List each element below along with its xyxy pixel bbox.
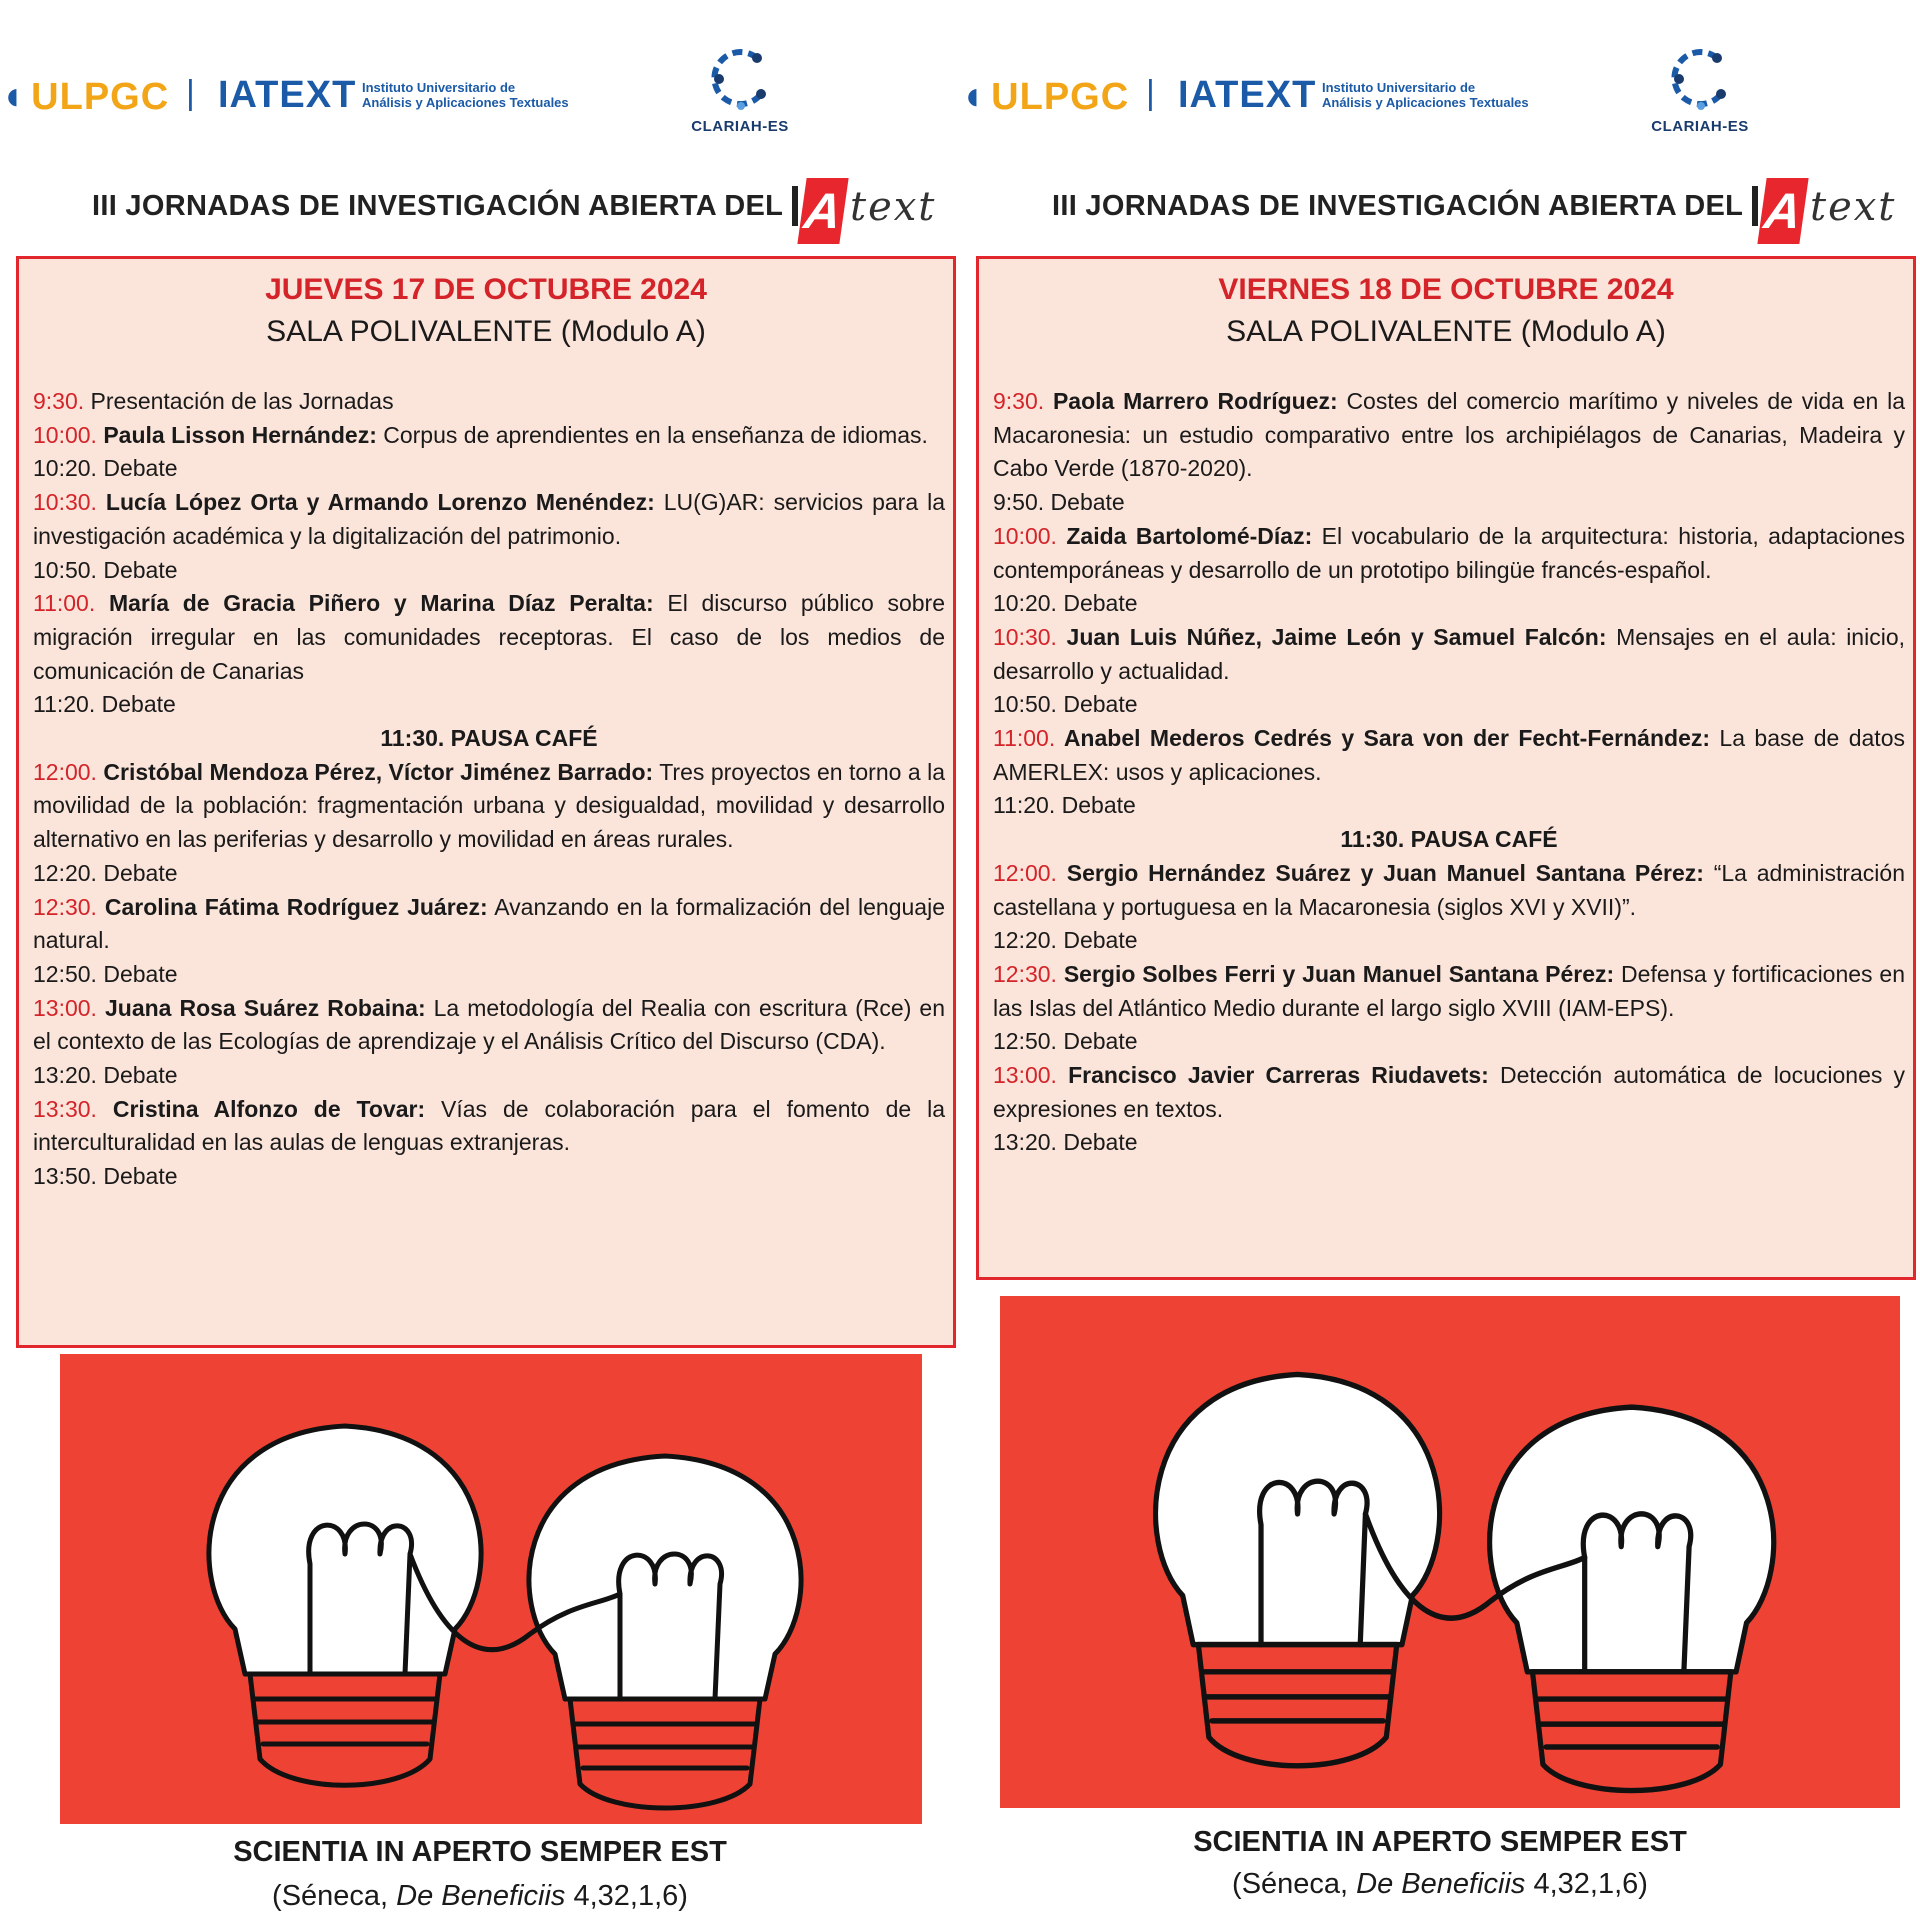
schedule-room: SALA POLIVALENTE (Modulo A) — [266, 315, 706, 348]
entry-title: Costes del comercio marítimo y niveles de vida en la Macaronesia: un estudio comparativo entre los archipiélagos de Canarias, Madeira y Cabo Verde (1870-2020). — [993, 388, 1905, 482]
entry-title: Avanzando en la formalización del lenguaje natural. — [33, 893, 945, 954]
debate-slot: 12:50. Debate — [993, 1028, 1138, 1055]
entry-title: Detección automática de locuciones y expresiones en textos. — [993, 1062, 1905, 1122]
logo-bar — [0, 30, 960, 150]
entry-time: 11:00. — [993, 725, 1056, 752]
debate-slot: 11:20. Debate — [33, 691, 176, 718]
entry-time: 10:00. — [993, 522, 1057, 549]
debate-slot: 10:50. Debate — [993, 691, 1138, 718]
entry-time: 13:00. — [33, 994, 97, 1021]
entry-time: 13:00. — [993, 1062, 1057, 1089]
wordmark-letter: A — [797, 178, 848, 244]
entry-time: 12:00. — [993, 859, 1057, 886]
schedule-entry — [33, 385, 945, 419]
entry-speakers: Paula Lisson Hernández: — [96, 421, 377, 448]
entry-speakers: Anabel Mederos Cedrés y Sara von der Fecht-Fernández: — [1055, 725, 1711, 752]
lightbulbs-illustration — [1000, 1296, 1900, 1808]
entry-time: 9:30. — [33, 388, 85, 414]
logo-separator: | — [186, 74, 195, 112]
wordmark-letter: A — [1757, 178, 1808, 244]
entry-time: 10:00. — [33, 421, 97, 448]
logo-bar — [960, 30, 1920, 150]
schedule-entry — [993, 520, 1905, 587]
entry-title: “La administración castellana y portuguesa en la Macaronesia (siglos XVI y XVII)”. — [993, 859, 1905, 920]
clariah-logo: CLARIAH-ES — [1640, 44, 1760, 154]
schedule-entry — [993, 385, 1905, 486]
event-title: III JORNADAS DE INVESTIGACIÓN ABIERTA DEL — [1052, 190, 1744, 222]
entry-title: LU(G)AR: servicios para la investigación académica y la digitalización del patrimonio. — [33, 489, 945, 549]
schedule-entry — [993, 621, 1905, 688]
debate-slot: 13:50. Debate — [33, 1163, 178, 1190]
entry-speakers: Sergio Hernández Suárez y Juan Manuel Santana Pérez: — [1056, 859, 1704, 886]
institute-name: Instituto Universitario de Análisis y Aplicaciones Textuales — [1322, 80, 1529, 110]
entry-speakers: Lucía López Orta y Armando Lorenzo Menéndez: — [96, 489, 655, 516]
coffee-break: 11:30. PAUSA CAFÉ — [380, 725, 598, 752]
entry-time: 12:30. — [993, 960, 1057, 987]
schedule-room: SALA POLIVALENTE (Modulo A) — [1226, 315, 1666, 348]
debate-slot: 12:20. Debate — [993, 927, 1138, 954]
entry-speakers: María de Gracia Piñero y Marina Díaz Peralta: — [95, 590, 654, 617]
coffee-break: 11:30. PAUSA CAFÉ — [1340, 826, 1558, 853]
entry-time: 11:00. — [33, 590, 96, 617]
entry-title: Corpus de aprendientes en la enseñanza de idiomas. — [376, 421, 928, 448]
clariah-ring-icon — [705, 44, 775, 114]
schedule-entry — [33, 419, 945, 453]
entry-time: 12:30. — [33, 893, 97, 920]
debate-slot: 9:50. Debate — [993, 489, 1125, 516]
schedule-entry — [33, 891, 945, 958]
entry-speakers: Francisco Javier Carreras Riudavets: — [1056, 1062, 1489, 1089]
schedule-entry — [33, 486, 945, 553]
event-title: III JORNADAS DE INVESTIGACIÓN ABIERTA DEL — [92, 190, 784, 222]
entry-speakers: Paola Marrero Rodríguez: — [1044, 388, 1338, 414]
motto: SCIENTIA IN APERTO SEMPER EST — [233, 1836, 727, 1868]
entry-time: 10:30. — [993, 623, 1057, 650]
clariah-ring-icon — [1665, 44, 1735, 114]
wordmark-word: text — [1810, 184, 1897, 230]
schedule-box — [16, 256, 956, 1348]
ulpgc-mark-icon: ◖ — [960, 74, 986, 118]
schedule-list — [33, 385, 945, 1194]
schedule-entry — [33, 992, 945, 1059]
connected-lightbulbs-icon — [60, 1354, 922, 1824]
lightbulbs-illustration — [60, 1354, 922, 1824]
ulpgc-logo: ◖ ULPGC — [0, 74, 170, 118]
schedule-entry — [993, 722, 1905, 789]
entry-title: La metodología del Realia con escritura (Rce) en el contexto de las Ecologías de aprendizaje y el Análisis Crítico del Discurso (CDA). — [33, 994, 945, 1055]
clariah-logo: CLARIAH-ES — [680, 44, 800, 154]
entry-speakers: Cristóbal Mendoza Pérez, Víctor Jiménez Barrado: — [96, 758, 654, 785]
iatext-logo: IATEXT — [218, 74, 357, 116]
schedule-entry — [993, 958, 1905, 1025]
entry-title: Defensa y fortificaciones en las Islas del Atlántico Medio durante el largo siglo XVIII (IAM-EPS). — [993, 960, 1905, 1021]
schedule-box — [976, 256, 1916, 1280]
entry-title: Presentación de las Jornadas — [84, 388, 394, 414]
entry-title: El discurso público sobre migración irregular en las comunidades receptoras. El caso de los medios de comunicación de Canarias — [33, 590, 946, 684]
motto-citation: (Séneca, De Beneficiis 4,32,1,6) — [1232, 1868, 1648, 1900]
entry-speakers: Carolina Fátima Rodríguez Juárez: — [96, 893, 488, 920]
wordmark-bar — [792, 186, 798, 226]
entry-title: Vías de colaboración para el fomento de la interculturalidad en las aulas de lenguas extranjeras. — [33, 1095, 945, 1156]
debate-slot: 12:20. Debate — [33, 859, 178, 886]
debate-slot: 10:20. Debate — [33, 455, 178, 482]
schedule-list — [993, 385, 1905, 1160]
entry-time: 12:00. — [33, 758, 97, 785]
entry-speakers: Zaida Bartolomé-Díaz: — [1056, 522, 1313, 549]
entry-time: 13:30. — [33, 1095, 97, 1122]
event-heading — [1052, 178, 1912, 248]
schedule-date: VIERNES 18 DE OCTUBRE 2024 — [1218, 273, 1674, 306]
schedule-entry — [993, 857, 1905, 924]
iatext-wordmark — [1752, 178, 1902, 248]
entry-speakers: Cristina Alfonzo de Tovar: — [96, 1095, 426, 1122]
schedule-entry — [33, 756, 945, 857]
entry-time: 9:30. — [993, 388, 1045, 414]
entry-title: Mensajes en el aula: inicio, desarrollo y actualidad. — [993, 623, 1905, 684]
wordmark-word: text — [850, 184, 937, 230]
iatext-wordmark — [792, 178, 942, 248]
entry-title: La base de datos AMERLEX: usos y aplicaciones. — [993, 725, 1905, 785]
institute-name: Instituto Universitario de Análisis y Aplicaciones Textuales — [362, 80, 569, 110]
logo-separator: | — [1146, 74, 1155, 112]
entry-speakers: Juana Rosa Suárez Robaina: — [96, 994, 426, 1021]
entry-speakers: Juan Luis Núñez, Jaime León y Samuel Falcón: — [1056, 623, 1607, 650]
iatext-logo: IATEXT — [1178, 74, 1317, 116]
debate-slot: 13:20. Debate — [993, 1129, 1138, 1156]
motto-citation: (Séneca, De Beneficiis 4,32,1,6) — [272, 1880, 688, 1912]
entry-title: El vocabulario de la arquitectura: historia, adaptaciones contemporáneas y desarrollo de un prototipo bilingüe francés-español. — [993, 522, 1905, 583]
debate-slot: 11:20. Debate — [993, 792, 1136, 819]
wordmark-bar — [1752, 186, 1758, 226]
debate-slot: 10:20. Debate — [993, 590, 1138, 617]
schedule-entry — [33, 1093, 945, 1160]
schedule-entry — [33, 587, 945, 688]
motto: SCIENTIA IN APERTO SEMPER EST — [1193, 1826, 1687, 1858]
ulpgc-mark-icon: ◖ — [0, 74, 26, 118]
debate-slot: 13:20. Debate — [33, 1062, 178, 1089]
poster-day-2 — [960, 0, 1920, 1920]
schedule-date: JUEVES 17 DE OCTUBRE 2024 — [265, 273, 707, 306]
event-heading — [92, 178, 952, 248]
ulpgc-logo: ◖ ULPGC — [960, 74, 1130, 118]
entry-title: Tres proyectos en torno a la movilidad de la población: fragmentación urbana y desigualdad, movilidad y desarrollo alternativo en las periferias y desarrollo y movilidad en áreas rurales. — [33, 758, 945, 853]
entry-speakers: Sergio Solbes Ferri y Juan Manuel Santana Pérez: — [1056, 960, 1615, 987]
schedule-entry — [993, 1059, 1905, 1126]
entry-time: 10:30. — [33, 489, 97, 516]
debate-slot: 10:50. Debate — [33, 556, 178, 583]
debate-slot: 12:50. Debate — [33, 960, 178, 987]
connected-lightbulbs-icon — [1000, 1296, 1900, 1808]
